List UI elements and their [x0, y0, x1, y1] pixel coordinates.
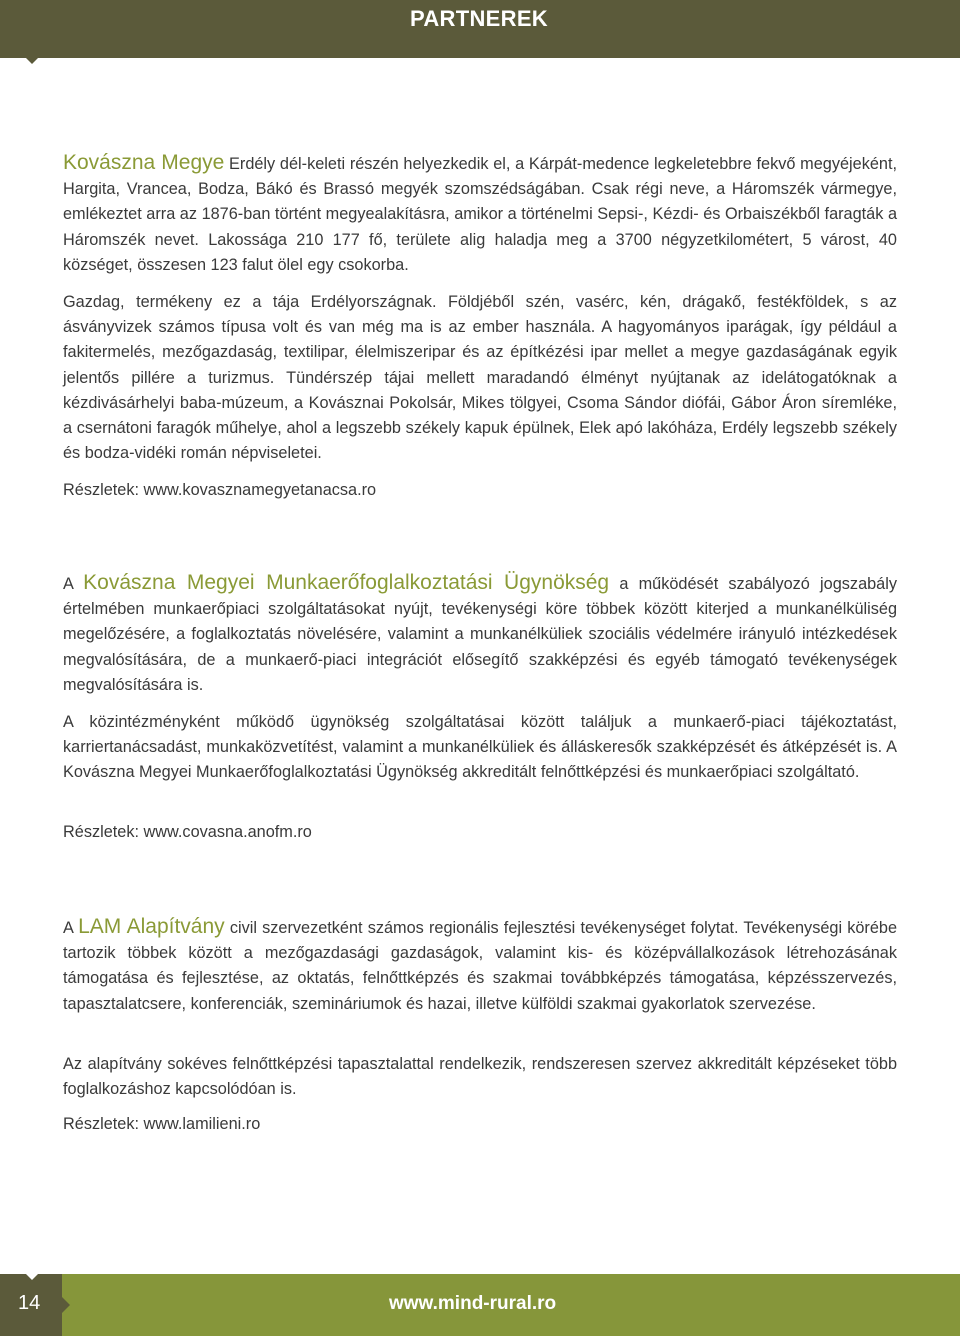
page-title: PARTNEREK: [410, 6, 548, 31]
lam-intro: [63, 914, 897, 1017]
lam-intro-text: civil szervezetként számos regionális fejlesztési tevékenységet folytat. Tevékenységi körébe tartozik többek között a mezőgazdasági gazdaságok, valamint kis- és középvállalkozások létrehozásának támogatása és fejlesztése, az oktatás, felnőttképzés és szakmai továbbképzés támogatása, képzésszervezés, tapasztalatcsere, konferenciák, szemináriumok és hazai, illetve külföldi szakmai gyakorlatok szervezése.: [63, 919, 897, 1013]
footer-notch: [62, 1297, 70, 1313]
lam-prefix: A: [63, 919, 79, 937]
footer-url[interactable]: www.mind-rural.ro: [389, 1293, 557, 1314]
org-name-lam: LAM Alapítvány: [78, 915, 225, 938]
footer-notch-top: [26, 1274, 38, 1280]
kovaszna-megye-details: Gazdag, termékeny ez a tája Erdélyországnak. Földjéből szén, vasérc, kén, drágakő, festékföldek, s az ásványvizek számos típusa volt és van még ma is az ember használa. A hagyományos iparágak, így például a fakitermelés, mezőgazdaság, textilipar, élelmiszeripar és az építkézési ipar mellet a megye gazdaságának egyik jelentős pillére a turizmus. Tündérszép tájai mellett maradandó élményt nyújtanak az idelátogatóknak a kézdivásárhelyi baba-múzeum, a Kovásznai Pokolsár, Mikes tölgyei, Csoma Sándor diófái, Gábor Áron síremléke, a csernátoni faragók műhelye, ahol a legszebb székely kapuk épülnek, Elek apó lakóháza, Erdély legszebb székely és bodza-vidéki román népviseletei.: [63, 293, 897, 463]
agency-details: A közintézményként működő ügynökség szolgáltatásai között találjuk a munkaerő-piaci tájékoztatást, karriertanácsadást, munkaközvetítést, valamint a munkanélküliek és álláskeresők szakképzését és átképzését is. A Kovászna Megyei Munkaerőfoglalkoztatási Ügynökség akkreditált felnőttképzési és munkaerőpiaci szolgáltató.: [63, 713, 897, 782]
org-name-agency: Kovászna Megyei Munkaerőfoglalkoztatási Ügynökség: [83, 571, 610, 594]
page-number: 14: [18, 1292, 41, 1314]
lam-link[interactable]: Részletek: www.lamilieni.ro: [63, 1115, 261, 1133]
agency-prefix: A: [63, 575, 84, 593]
lam-details: Az alapítvány sokéves felnőttképzési tapasztalattal rendelkezik, rendszeresen szervez akkreditált képzéseket több foglalkozáshoz kapcsolódóan is.: [63, 1055, 897, 1099]
header-notch: [24, 56, 40, 64]
kovaszna-megye-link[interactable]: Részletek: www.kovasznamegyetanacsa.ro: [63, 481, 377, 499]
org-name-kovaszna-megye: Kovászna Megye: [63, 151, 225, 174]
agency-intro-text: a működését szabályozó jogszabály értelmében munkaerőpiaci szolgáltatásokat nyújt, tevékenységi köre többek között kiterjed a munkanélküliség megelőzésére, a foglalkoztatás növelésére, valamint a munkanélküliek szociális védelmére irányuló intézkedések megvalósítására, de a munkaerő-piaci integrációt elősegítő szakképzési és egyéb támogató tevékenységek megvalósítására is.: [63, 575, 897, 694]
agency-link[interactable]: Részletek: www.covasna.anofm.ro: [63, 823, 312, 841]
kovaszna-megye-intro-text: Erdély dél-keleti részén helyezkedik el, a Kárpát-medence legkeletebbre fekvő megyéjeként, Hargita, Vrancea, Bodza, Bákó és Brassó megyék szomszédságában. Csak régi neve, a Háromszék vármegye, emlékeztet arra az 1876-ban történt megyealakításra, amikor a történelmi Sepsi-, Kézdi- és Orbaiszékből faragták a Háromszék nevet. Lakossága 210 177 fő, területe alig haladja meg a 3700 négyzetkilométert, 5 várost, 40 községet, összesen 123 falut ölel egy csokorba.: [63, 155, 898, 274]
agency-intro: [63, 570, 897, 698]
kovaszna-megye-intro: [63, 150, 897, 278]
